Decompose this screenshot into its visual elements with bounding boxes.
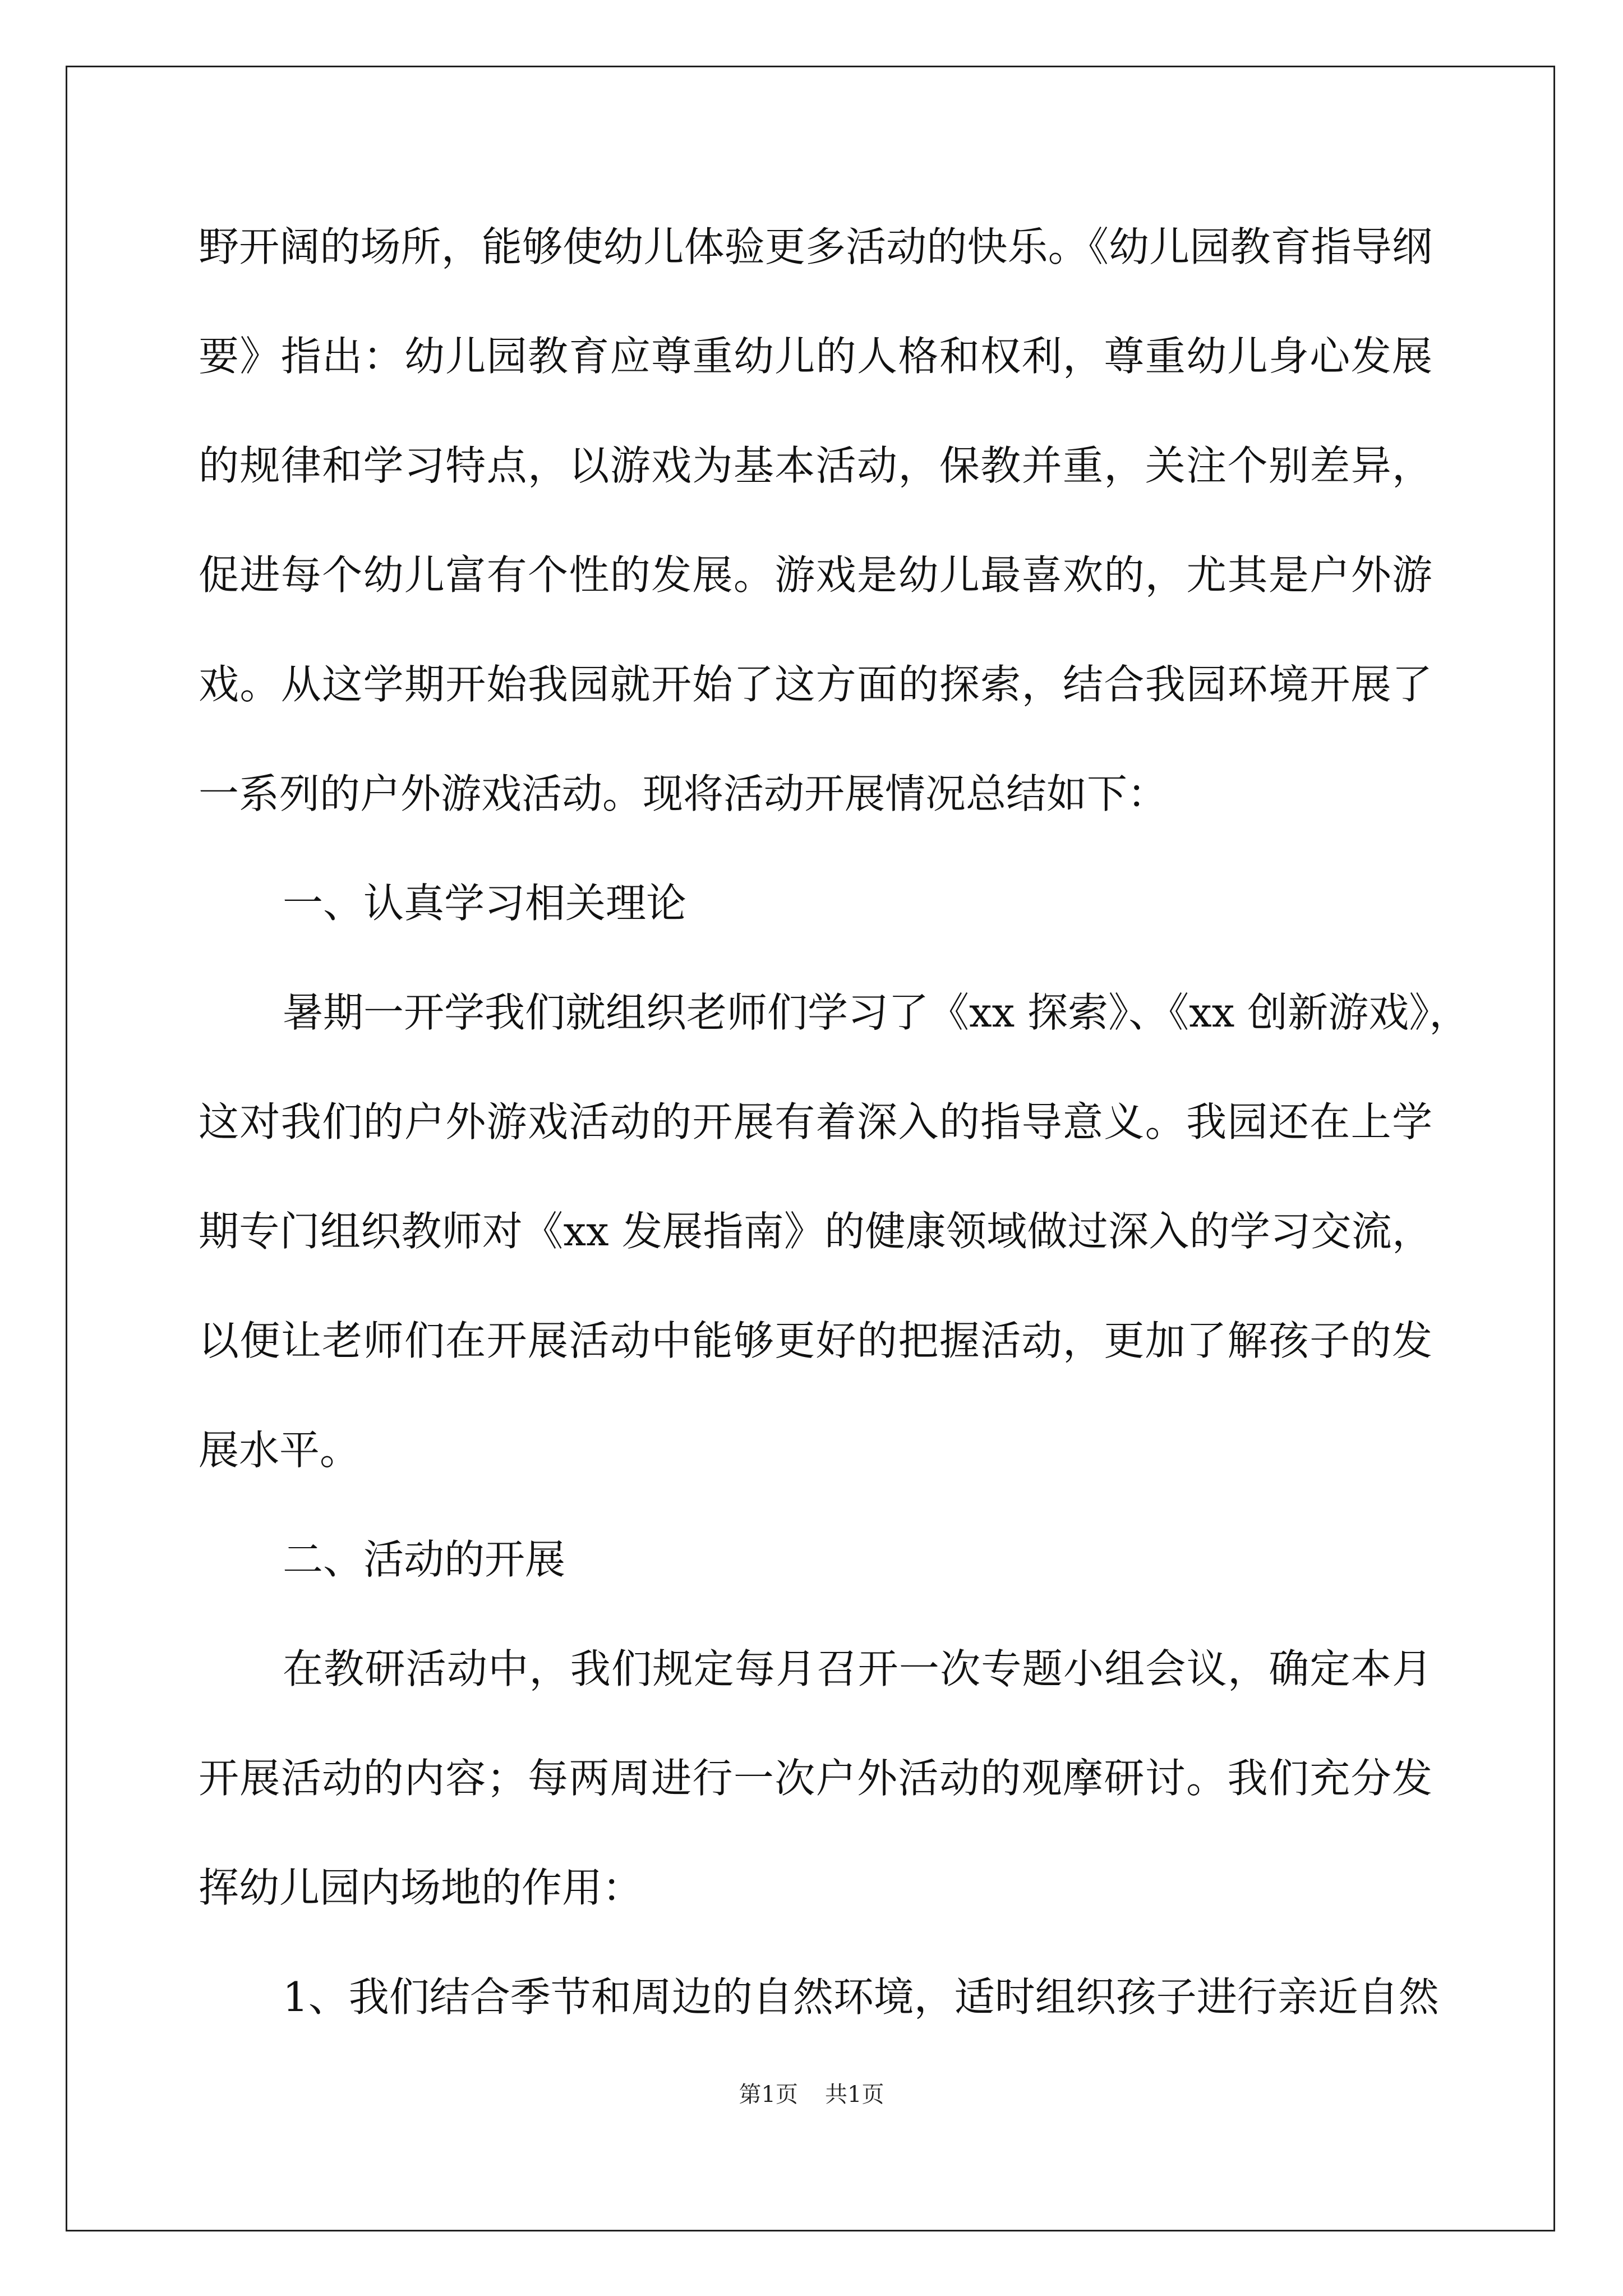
text-line: 暑期一开学我们就组织老师们学习了《xx 探索》、《xx 创新游戏》，: [283, 989, 1470, 1036]
text-line: 一系列的户外游戏活动。现将活动开展情况总结如下：: [199, 770, 1168, 817]
text-line: 野开阔的场所，能够使幼儿体验更多活动的快乐。《幼儿园教育指导纲: [199, 223, 1432, 270]
text-line: 挥幼儿园内场地的作用：: [199, 1864, 643, 1911]
text-line: 要》指出：幼儿园教育应尊重幼儿的人格和权利，尊重幼儿身心发展: [199, 333, 1432, 380]
text-line: 开展活动的内容；每两周进行一次户外活动的观摩研讨。我们充分发: [199, 1755, 1432, 1802]
text-line: 这对我们的户外游戏活动的开展有着深入的指导意义。我园还在上学: [199, 1098, 1432, 1145]
text-line: 戏。从这学期开始我园就开始了这方面的探索，结合我园环境开展了: [199, 661, 1432, 708]
text-line: 的规律和学习特点，以游戏为基本活动，保教并重，关注个别差异，: [199, 442, 1432, 489]
text-line: 在教研活动中，我们规定每月召开一次专题小组会议，确定本月: [283, 1645, 1432, 1692]
document-body: [199, 213, 1470, 2073]
text-line: 期专门组织教师对《xx 发展指南》的健康领域做过深入的学习交流，: [199, 1208, 1432, 1255]
text-line: 1、我们结合季节和周边的自然环境，适时组织孩子进行亲近自然: [283, 1973, 1439, 2021]
page-total: 共1页: [825, 2082, 884, 2108]
page-number: 第1页: [739, 2082, 798, 2108]
page-footer: [0, 2077, 1623, 2109]
text-line: 促进每个幼儿富有个性的发展。游戏是幼儿最喜欢的，尤其是户外游: [199, 551, 1432, 599]
section-heading-2: 二、活动的开展: [283, 1536, 566, 1583]
text-line: 展水平。: [199, 1427, 361, 1474]
text-line: 以便让老师们在开展活动中能够更好的把握活动，更加了解孩子的发: [199, 1317, 1432, 1364]
section-heading-1: 一、认真学习相关理论: [283, 880, 687, 927]
